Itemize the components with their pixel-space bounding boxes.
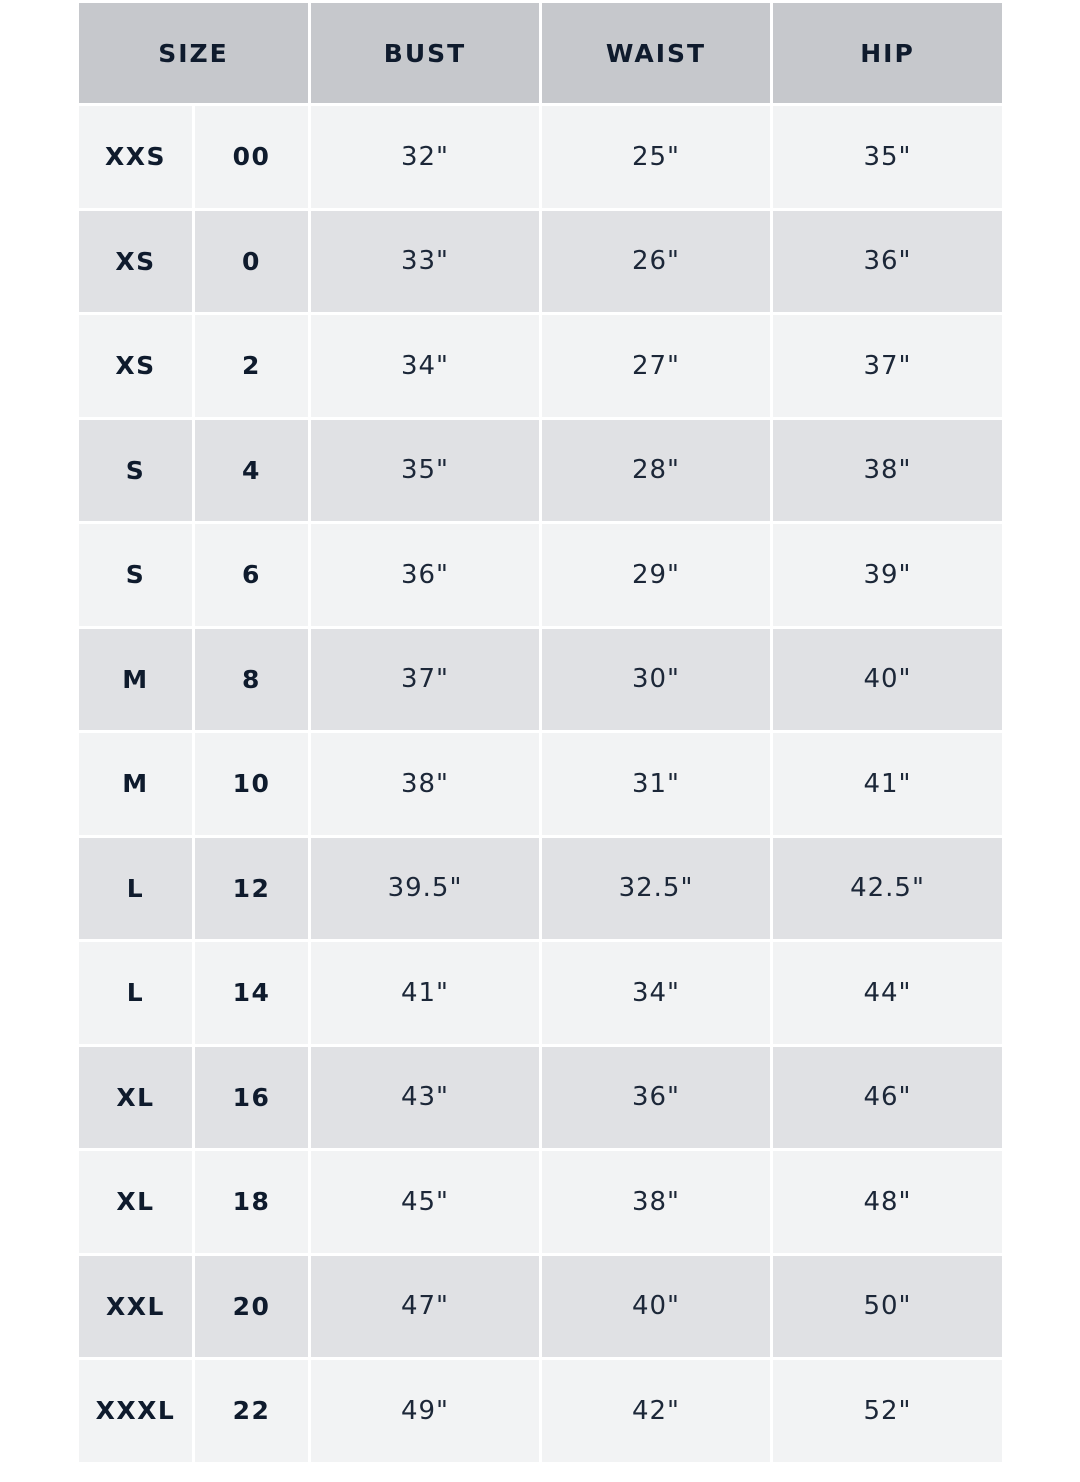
size-letter-cell: XL: [79, 1151, 192, 1253]
hip-cell: 40": [773, 629, 1002, 731]
bust-cell: 33": [311, 211, 539, 313]
hip-cell: 48": [773, 1151, 1002, 1253]
size-number-cell: 12: [195, 838, 308, 940]
size-letter-cell: L: [79, 942, 192, 1044]
header-hip: HIP: [773, 3, 1002, 103]
size-letter-cell: XL: [79, 1047, 192, 1149]
bust-cell: 38": [311, 733, 539, 835]
hip-cell: 35": [773, 106, 1002, 208]
waist-cell: 40": [542, 1256, 770, 1358]
size-letter-cell: XXS: [79, 106, 192, 208]
size-number-cell: 14: [195, 942, 308, 1044]
waist-cell: 28": [542, 420, 770, 522]
bust-cell: 37": [311, 629, 539, 731]
header-bust: BUST: [311, 3, 539, 103]
size-number-cell: 00: [195, 106, 308, 208]
hip-cell: 37": [773, 315, 1002, 417]
size-number-cell: 6: [195, 524, 308, 626]
size-number-cell: 22: [195, 1360, 308, 1462]
size-number-cell: 10: [195, 733, 308, 835]
bust-cell: 39.5": [311, 838, 539, 940]
hip-cell: 50": [773, 1256, 1002, 1358]
size-number-cell: 18: [195, 1151, 308, 1253]
hip-cell: 41": [773, 733, 1002, 835]
bust-cell: 36": [311, 524, 539, 626]
waist-cell: 27": [542, 315, 770, 417]
size-letter-cell: S: [79, 524, 192, 626]
size-letter-cell: M: [79, 733, 192, 835]
hip-cell: 42.5": [773, 838, 1002, 940]
bust-cell: 47": [311, 1256, 539, 1358]
size-number-cell: 16: [195, 1047, 308, 1149]
header-waist: WAIST: [542, 3, 770, 103]
waist-cell: 29": [542, 524, 770, 626]
size-chart-table: [79, 3, 1000, 1462]
hip-cell: 46": [773, 1047, 1002, 1149]
size-letter-cell: S: [79, 420, 192, 522]
header-size: SIZE: [79, 3, 308, 103]
waist-cell: 34": [542, 942, 770, 1044]
bust-cell: 43": [311, 1047, 539, 1149]
waist-cell: 25": [542, 106, 770, 208]
waist-cell: 26": [542, 211, 770, 313]
size-number-cell: 2: [195, 315, 308, 417]
hip-cell: 36": [773, 211, 1002, 313]
hip-cell: 38": [773, 420, 1002, 522]
size-number-cell: 8: [195, 629, 308, 731]
waist-cell: 38": [542, 1151, 770, 1253]
size-number-cell: 4: [195, 420, 308, 522]
waist-cell: 30": [542, 629, 770, 731]
size-letter-cell: XXL: [79, 1256, 192, 1358]
size-letter-cell: XS: [79, 315, 192, 417]
bust-cell: 45": [311, 1151, 539, 1253]
waist-cell: 36": [542, 1047, 770, 1149]
size-number-cell: 20: [195, 1256, 308, 1358]
bust-cell: 32": [311, 106, 539, 208]
hip-cell: 52": [773, 1360, 1002, 1462]
bust-cell: 41": [311, 942, 539, 1044]
hip-cell: 44": [773, 942, 1002, 1044]
waist-cell: 31": [542, 733, 770, 835]
waist-cell: 32.5": [542, 838, 770, 940]
size-letter-cell: XXXL: [79, 1360, 192, 1462]
waist-cell: 42": [542, 1360, 770, 1462]
size-letter-cell: M: [79, 629, 192, 731]
bust-cell: 35": [311, 420, 539, 522]
bust-cell: 34": [311, 315, 539, 417]
size-letter-cell: XS: [79, 211, 192, 313]
bust-cell: 49": [311, 1360, 539, 1462]
size-number-cell: 0: [195, 211, 308, 313]
size-letter-cell: L: [79, 838, 192, 940]
hip-cell: 39": [773, 524, 1002, 626]
